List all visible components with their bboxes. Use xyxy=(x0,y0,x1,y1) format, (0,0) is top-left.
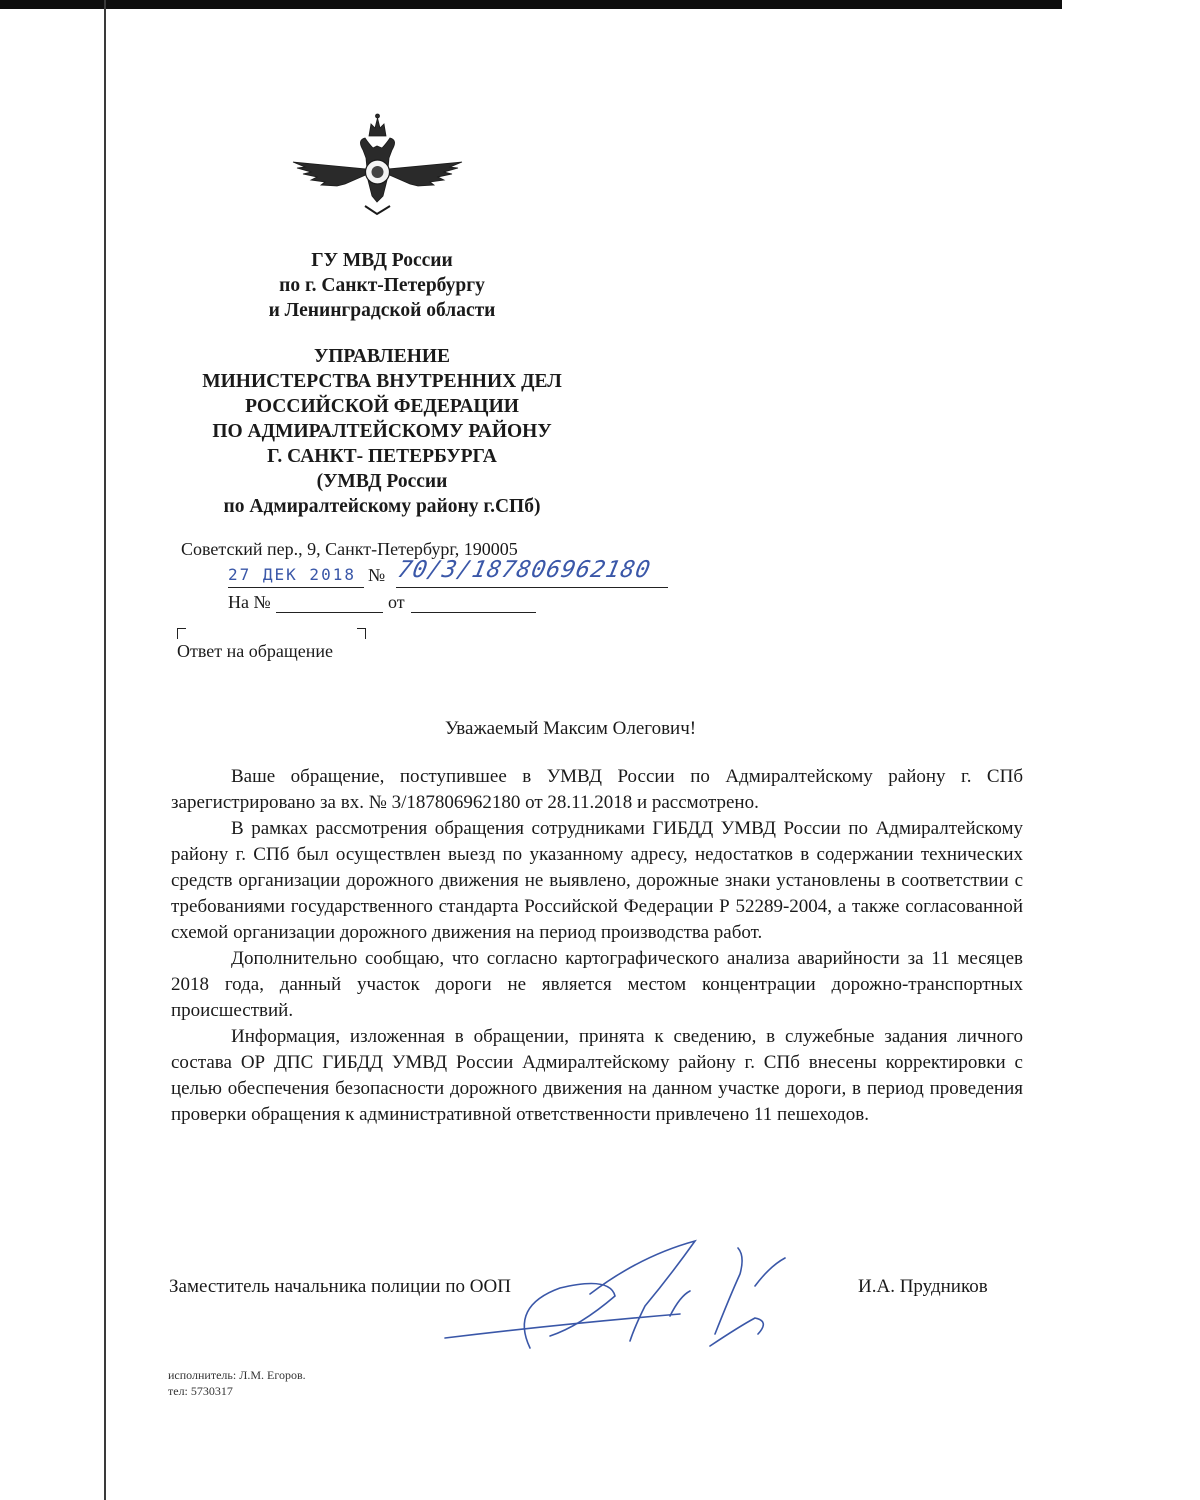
address: Советский пер., 9, Санкт-Петербург, 190005 xyxy=(181,539,518,559)
dept-line: (УМВД России xyxy=(316,471,448,492)
paragraph: Ваше обращение, поступившее в УМВД России по Адмиралтейскому району г. СПб зарегистрировано за вх. № 3/187806962180 от 28.11.2018 и рассмотрено. xyxy=(171,766,1023,813)
dept-line: по Адмиралтейскому району г.СПб) xyxy=(223,496,541,517)
ot-label: от xyxy=(388,592,405,612)
dept-line: МИНИСТЕРСТВА ВНУТРЕННИХ ДЕЛ xyxy=(202,371,562,392)
registration-line xyxy=(228,557,668,591)
na-label: На № xyxy=(228,592,271,612)
signatory-name: И.А. Прудников xyxy=(858,1276,988,1297)
ot-underline xyxy=(411,612,536,613)
phone-line: тел: 5730317 xyxy=(168,1384,233,1398)
dept-line: ПО АДМИРАЛТЕЙСКОМУ РАЙОНУ xyxy=(212,421,552,442)
executor-line: исполнитель: Л.М. Егоров. xyxy=(168,1368,306,1382)
subject-bracket-left xyxy=(177,628,186,639)
registration-number: 70/3/187806962180 xyxy=(395,557,654,583)
reference-line xyxy=(228,592,548,618)
mvd-eagle-emblem-icon xyxy=(285,110,470,220)
letter-body xyxy=(171,764,1023,1128)
stamp-date: 27 ДЕК 2018 xyxy=(228,565,356,584)
org-line: и Ленинградской области xyxy=(268,300,496,321)
dept-line: Г. САНКТ- ПЕТЕРБУРГА xyxy=(267,446,497,467)
org-line: по г. Санкт-Петербургу xyxy=(279,275,485,296)
signatory-title: Заместитель начальника полиции по ООП xyxy=(169,1276,511,1297)
paragraph: Дополнительно сообщаю, что согласно картографического анализа аварийности за 11 месяцев 2018 года, данный участок дороги не является местом концентрации дорожно-транспортных происшествий. xyxy=(171,948,1023,1021)
dept-line: РОССИЙСКОЙ ФЕДЕРАЦИИ xyxy=(245,396,519,417)
number-symbol: № xyxy=(368,565,386,585)
paragraph: В рамках рассмотрения обращения сотрудниками ГИБДД УМВД России по Адмиралтейскому району г. СПб был осуществлен выезд по указанному адресу, недостатков в содержании технических средств организации дорожного движения не выявлено, дорожные знаки установлены в соответствии с требованиями государственного стандарта Российской Федерации Р 52289-2004, а также согласованной схемой организации дорожного движения на период производства работ. xyxy=(171,818,1023,943)
org-line: ГУ МВД России xyxy=(311,250,453,271)
scan-edge-left xyxy=(104,0,106,1500)
subject-bracket-right xyxy=(357,628,366,639)
paragraph: Информация, изложенная в обращении, принята к сведению, в служебные задания личного состава ОР ДПС ГИБДД УМВД России Адмиралтейскому району г. СПб внесены корректировки с целью обеспечения безопасности дорожного движения на данном участке дороги, в период проведения проверки обращения к административной ответственности привлечено 11 пешеходов. xyxy=(171,1026,1023,1125)
org-header xyxy=(142,248,622,323)
number-underline xyxy=(396,587,668,588)
department-header xyxy=(142,344,622,519)
subject-line: Ответ на обращение xyxy=(177,641,333,661)
greeting: Уважаемый Максим Олегович! xyxy=(445,718,697,739)
scan-edge-top xyxy=(0,0,1062,9)
date-underline xyxy=(228,587,364,588)
na-underline xyxy=(276,612,383,613)
dept-line: УПРАВЛЕНИЕ xyxy=(313,346,451,367)
handwritten-signature xyxy=(440,1236,820,1356)
